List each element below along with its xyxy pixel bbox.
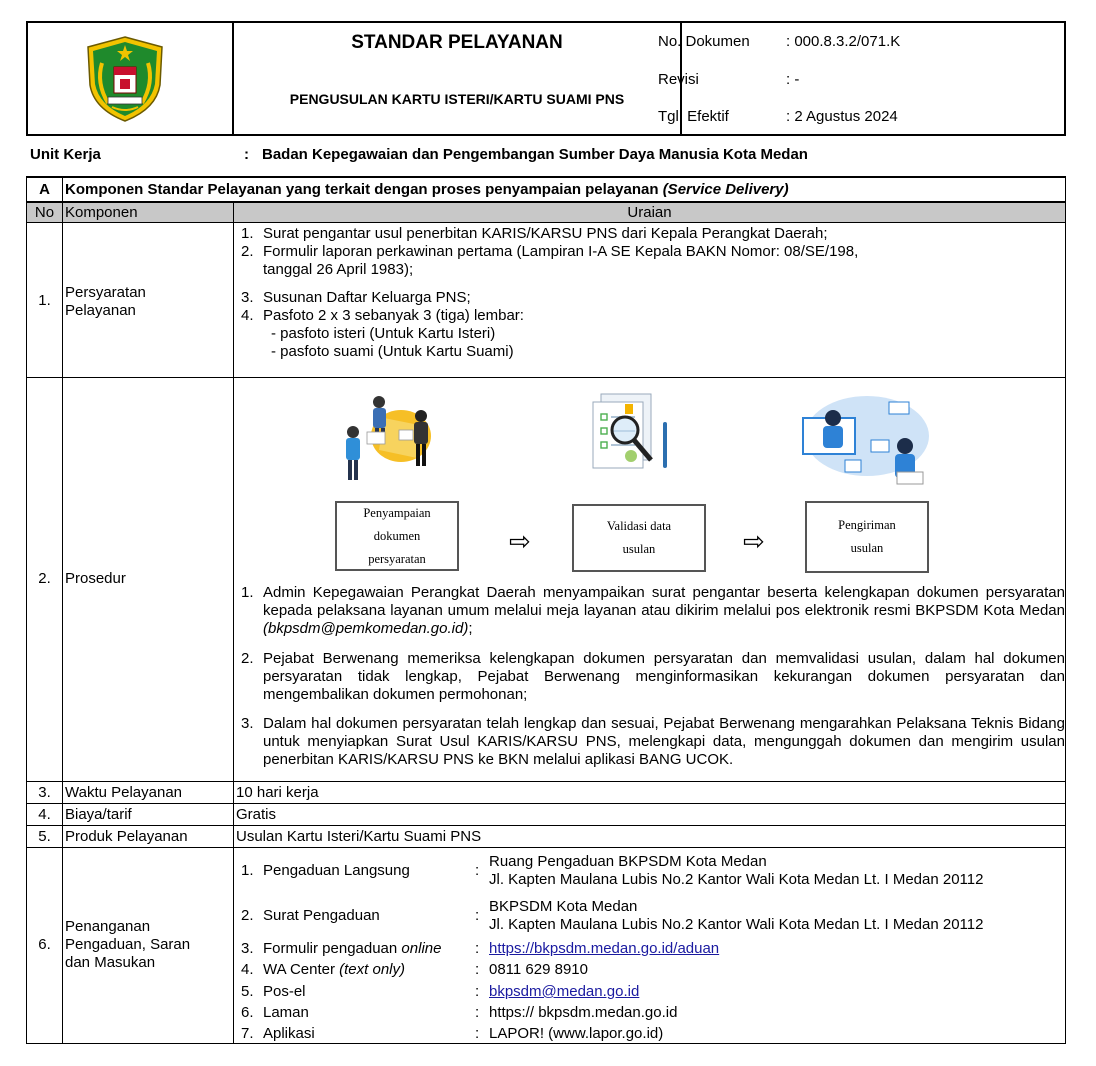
flow-step-line: dokumen (373, 528, 421, 543)
channel-item (241, 940, 441, 957)
lapor-app: LAPOR! (www.lapor.go.id) (489, 1025, 664, 1042)
requirement-text: Formulir laporan perkawinan pertama (Lampiran I-A SE Kepala BAKN Nomor: 08/SE/198, (263, 243, 859, 260)
row-5-no: 5. (38, 828, 51, 845)
row-4-no: 4. (38, 806, 51, 823)
procedure-step-1 (241, 584, 1065, 638)
checklist-magnifier-illustration (579, 390, 679, 480)
column-header-uraian: Uraian (627, 204, 672, 221)
step-number: 3. (241, 715, 254, 732)
flow-arrow-1: ⇨ (509, 526, 531, 556)
requirement-number: 1. (241, 225, 254, 242)
step-text: Pejabat Berwenang memeriksa kelengkapan dokumen persyaratan dan memvalidasi usulan, dalam hal dokumen persyaratan tidak lengkap, Pejabat Berwenang menginformasikan kekurangan dokumen persyaratan dan mengembalikan dokumen permohonan; (263, 650, 1065, 703)
website-url: https:// bkpsdm.medan.go.id (489, 1004, 678, 1021)
row-1-komponen-line-1: Persyaratan (65, 284, 146, 301)
channel-item (241, 961, 405, 978)
page-subtitle: PENGUSULAN KARTU ISTERI/KARTU SUAMI PNS (289, 91, 625, 107)
requirement-item (241, 243, 858, 261)
complaint-form-link[interactable]: https://bkpsdm.medan.go.id/aduan (489, 940, 720, 957)
row-6-komponen-line: Penanganan (65, 918, 151, 935)
channel-name: Surat Pengaduan (263, 907, 380, 924)
row-2-no: 2. (38, 570, 51, 587)
flow-arrow-2: ⇨ (743, 526, 765, 556)
requirement-subitem: - pasfoto isteri (Untuk Kartu Isteri) (271, 325, 496, 342)
requirement-number: 3. (241, 289, 254, 306)
flow-step-line: usulan (622, 542, 656, 556)
page-title: STANDAR PELAYANAN (351, 32, 563, 53)
column-header-no: No (34, 204, 55, 221)
channel-value (489, 853, 983, 889)
flow-step-line: Pengiriman (838, 518, 896, 532)
meta-label-tgl-efektif: Tgl. Efektif (658, 108, 729, 125)
unit-kerja-value: Badan Kepegawaian dan Pengembangan Sumber Daya Manusia Kota Medan (262, 146, 808, 163)
channel-number: 2. (241, 907, 254, 924)
step-number: 1. (241, 584, 254, 601)
channel-name: Formulir pengaduan (263, 940, 398, 957)
channel-value-line: Jl. Kapten Maulana Lubis No.2 Kantor Wali Kota Medan Lt. I Medan 20112 (489, 871, 984, 888)
channel-name: Laman (263, 1004, 309, 1021)
requirement-number: 4. (241, 307, 254, 324)
meta-label-revisi: Revisi (658, 71, 699, 88)
row-6-komponen-line: dan Masukan (65, 954, 156, 971)
meta-value-tgl-efektif: : 2 Agustus 2024 (786, 108, 898, 125)
channel-item (241, 1025, 315, 1042)
unit-kerja-sep: : (244, 146, 249, 163)
row-6-komponen-line: Pengaduan, Saran (65, 936, 191, 953)
row-1-uraian (241, 225, 858, 361)
step-text (263, 584, 1065, 638)
channel-number: 1. (241, 862, 254, 879)
channel-value-line: Ruang Pengaduan BKPSDM Kota Medan (489, 853, 767, 870)
requirement-item (241, 307, 858, 325)
channel-item (241, 862, 410, 879)
channel-number: 3. (241, 940, 254, 957)
channel-value-line: Jl. Kapten Maulana Lubis No.2 Kantor Wali Kota Medan Lt. I Medan 20112 (489, 916, 984, 933)
row-3-komponen: Waktu Pelayanan (65, 784, 183, 801)
wa-center-number: 0811 629 8910 (489, 961, 588, 978)
flow-step-line: usulan (850, 541, 884, 555)
meta-value-revisi: : - (786, 71, 800, 88)
channel-name: Aplikasi (263, 1025, 315, 1042)
flow-step-validasi (572, 504, 706, 572)
row-5-uraian: Usulan Kartu Isteri/Kartu Suami PNS (236, 828, 482, 845)
channel-item (241, 983, 306, 1000)
channel-item (241, 1004, 309, 1021)
channel-name: WA Center (263, 961, 335, 978)
requirement-item (241, 225, 858, 243)
step-text-email: (bkpsdm@pemkomedan.go.id) (263, 620, 469, 637)
requirement-item (241, 289, 858, 307)
channel-item (241, 907, 380, 924)
channel-number: 6. (241, 1004, 254, 1021)
row-3-no: 3. (38, 784, 51, 801)
flow-step-pengiriman (805, 501, 929, 573)
meta-value-no-dokumen: : 000.8.3.2/071.K (786, 33, 901, 50)
channel-value-line: BKPSDM Kota Medan (489, 898, 638, 915)
channel-sep: : (475, 961, 480, 978)
meta-label-no-dokumen: No. Dokumen (658, 33, 750, 50)
requirement-text: Pasfoto 2 x 3 sebanyak 3 (tiga) lembar: (263, 307, 524, 324)
flow-step-line: persyaratan (368, 551, 426, 566)
channel-value (489, 898, 983, 934)
service-standard-table (26, 176, 1066, 1044)
kota-medan-emblem-icon (82, 33, 168, 125)
section-title-italic: (Service Delivery) (662, 181, 789, 198)
document-handover-illustration (329, 388, 439, 484)
step-number: 2. (241, 650, 254, 667)
row-4-uraian: Gratis (236, 806, 277, 823)
channel-sep: : (475, 983, 480, 1000)
procedure-step-2 (241, 650, 1065, 704)
column-header-komponen: Komponen (65, 204, 138, 221)
row-6-komponen (65, 918, 190, 972)
online-sending-illustration (797, 392, 937, 488)
unit-kerja-label: Unit Kerja (30, 146, 101, 163)
title-cell (234, 23, 682, 134)
channel-sep: : (475, 862, 480, 879)
channel-name: Pos-el (263, 983, 306, 1000)
section-title (65, 181, 789, 198)
row-4-komponen: Biaya/tarif (65, 806, 132, 823)
row-1-komponen-line-2: Pelayanan (65, 302, 136, 319)
flow-step-penyampaian (335, 501, 459, 571)
channel-name: Pengaduan Langsung (263, 862, 410, 879)
requirement-text: Susunan Daftar Keluarga PNS; (263, 289, 471, 306)
step-text: Dalam hal dokumen persyaratan telah lengkap dan sesuai, Pejabat Berwenang mengarahkan Pelaksana Teknis Bidang untuk menyiapkan Surat Usul KARIS/KARSU PNS, melengkapi data, mengunggah dokumen dan mengirim usulan penerbitan KARIS/KARSU PNS ke BKN melalui aplikasi BANG UCOK. (263, 715, 1065, 768)
row-5-komponen: Produk Pelayanan (65, 828, 188, 845)
channel-number: 5. (241, 983, 254, 1000)
channel-name-italic: (text only) (339, 961, 405, 978)
row-3-uraian: 10 hari kerja (236, 784, 319, 801)
requirement-text-cont: tanggal 26 April 1983); (263, 261, 414, 278)
row-6-no: 6. (38, 936, 51, 953)
channel-sep: : (475, 907, 480, 924)
document-header (26, 21, 1066, 136)
logo-cell (28, 23, 234, 134)
row-1-no: 1. (38, 292, 51, 309)
section-title-text: Komponen Standar Pelayanan yang terkait dengan proses penyampaian pelayanan (65, 181, 659, 198)
row-1-komponen (65, 284, 146, 320)
channel-number: 4. (241, 961, 254, 978)
procedure-step-3 (241, 715, 1065, 769)
requirement-text: Surat pengantar usul penerbitan KARIS/KARSU PNS dari Kepala Perangkat Daerah; (263, 225, 828, 242)
email-link[interactable]: bkpsdm@medan.go.id (489, 983, 640, 1000)
section-letter: A (39, 181, 50, 198)
flow-step-line: Penyampaian (363, 505, 431, 520)
flow-step-line: Validasi data (606, 519, 672, 533)
channel-sep: : (475, 940, 480, 957)
channel-number: 7. (241, 1025, 254, 1042)
requirement-number: 2. (241, 243, 254, 260)
row-2-komponen: Prosedur (65, 570, 126, 587)
step-text-end: ; (468, 620, 473, 637)
requirement-subitem: - pasfoto suami (Untuk Kartu Suami) (271, 343, 514, 360)
channel-sep: : (475, 1025, 480, 1042)
channel-name-italic: online (401, 940, 442, 957)
step-text-main: Admin Kepegawaian Perangkat Daerah menyampaikan surat pengantar beserta kelengkapan dokumen persyaratan kepada pelaksana layanan umum melalui meja layanan atau dikirim melalui pos elektronik resmi BKPSDM Kota Medan (263, 584, 1065, 619)
channel-sep: : (475, 1004, 480, 1021)
